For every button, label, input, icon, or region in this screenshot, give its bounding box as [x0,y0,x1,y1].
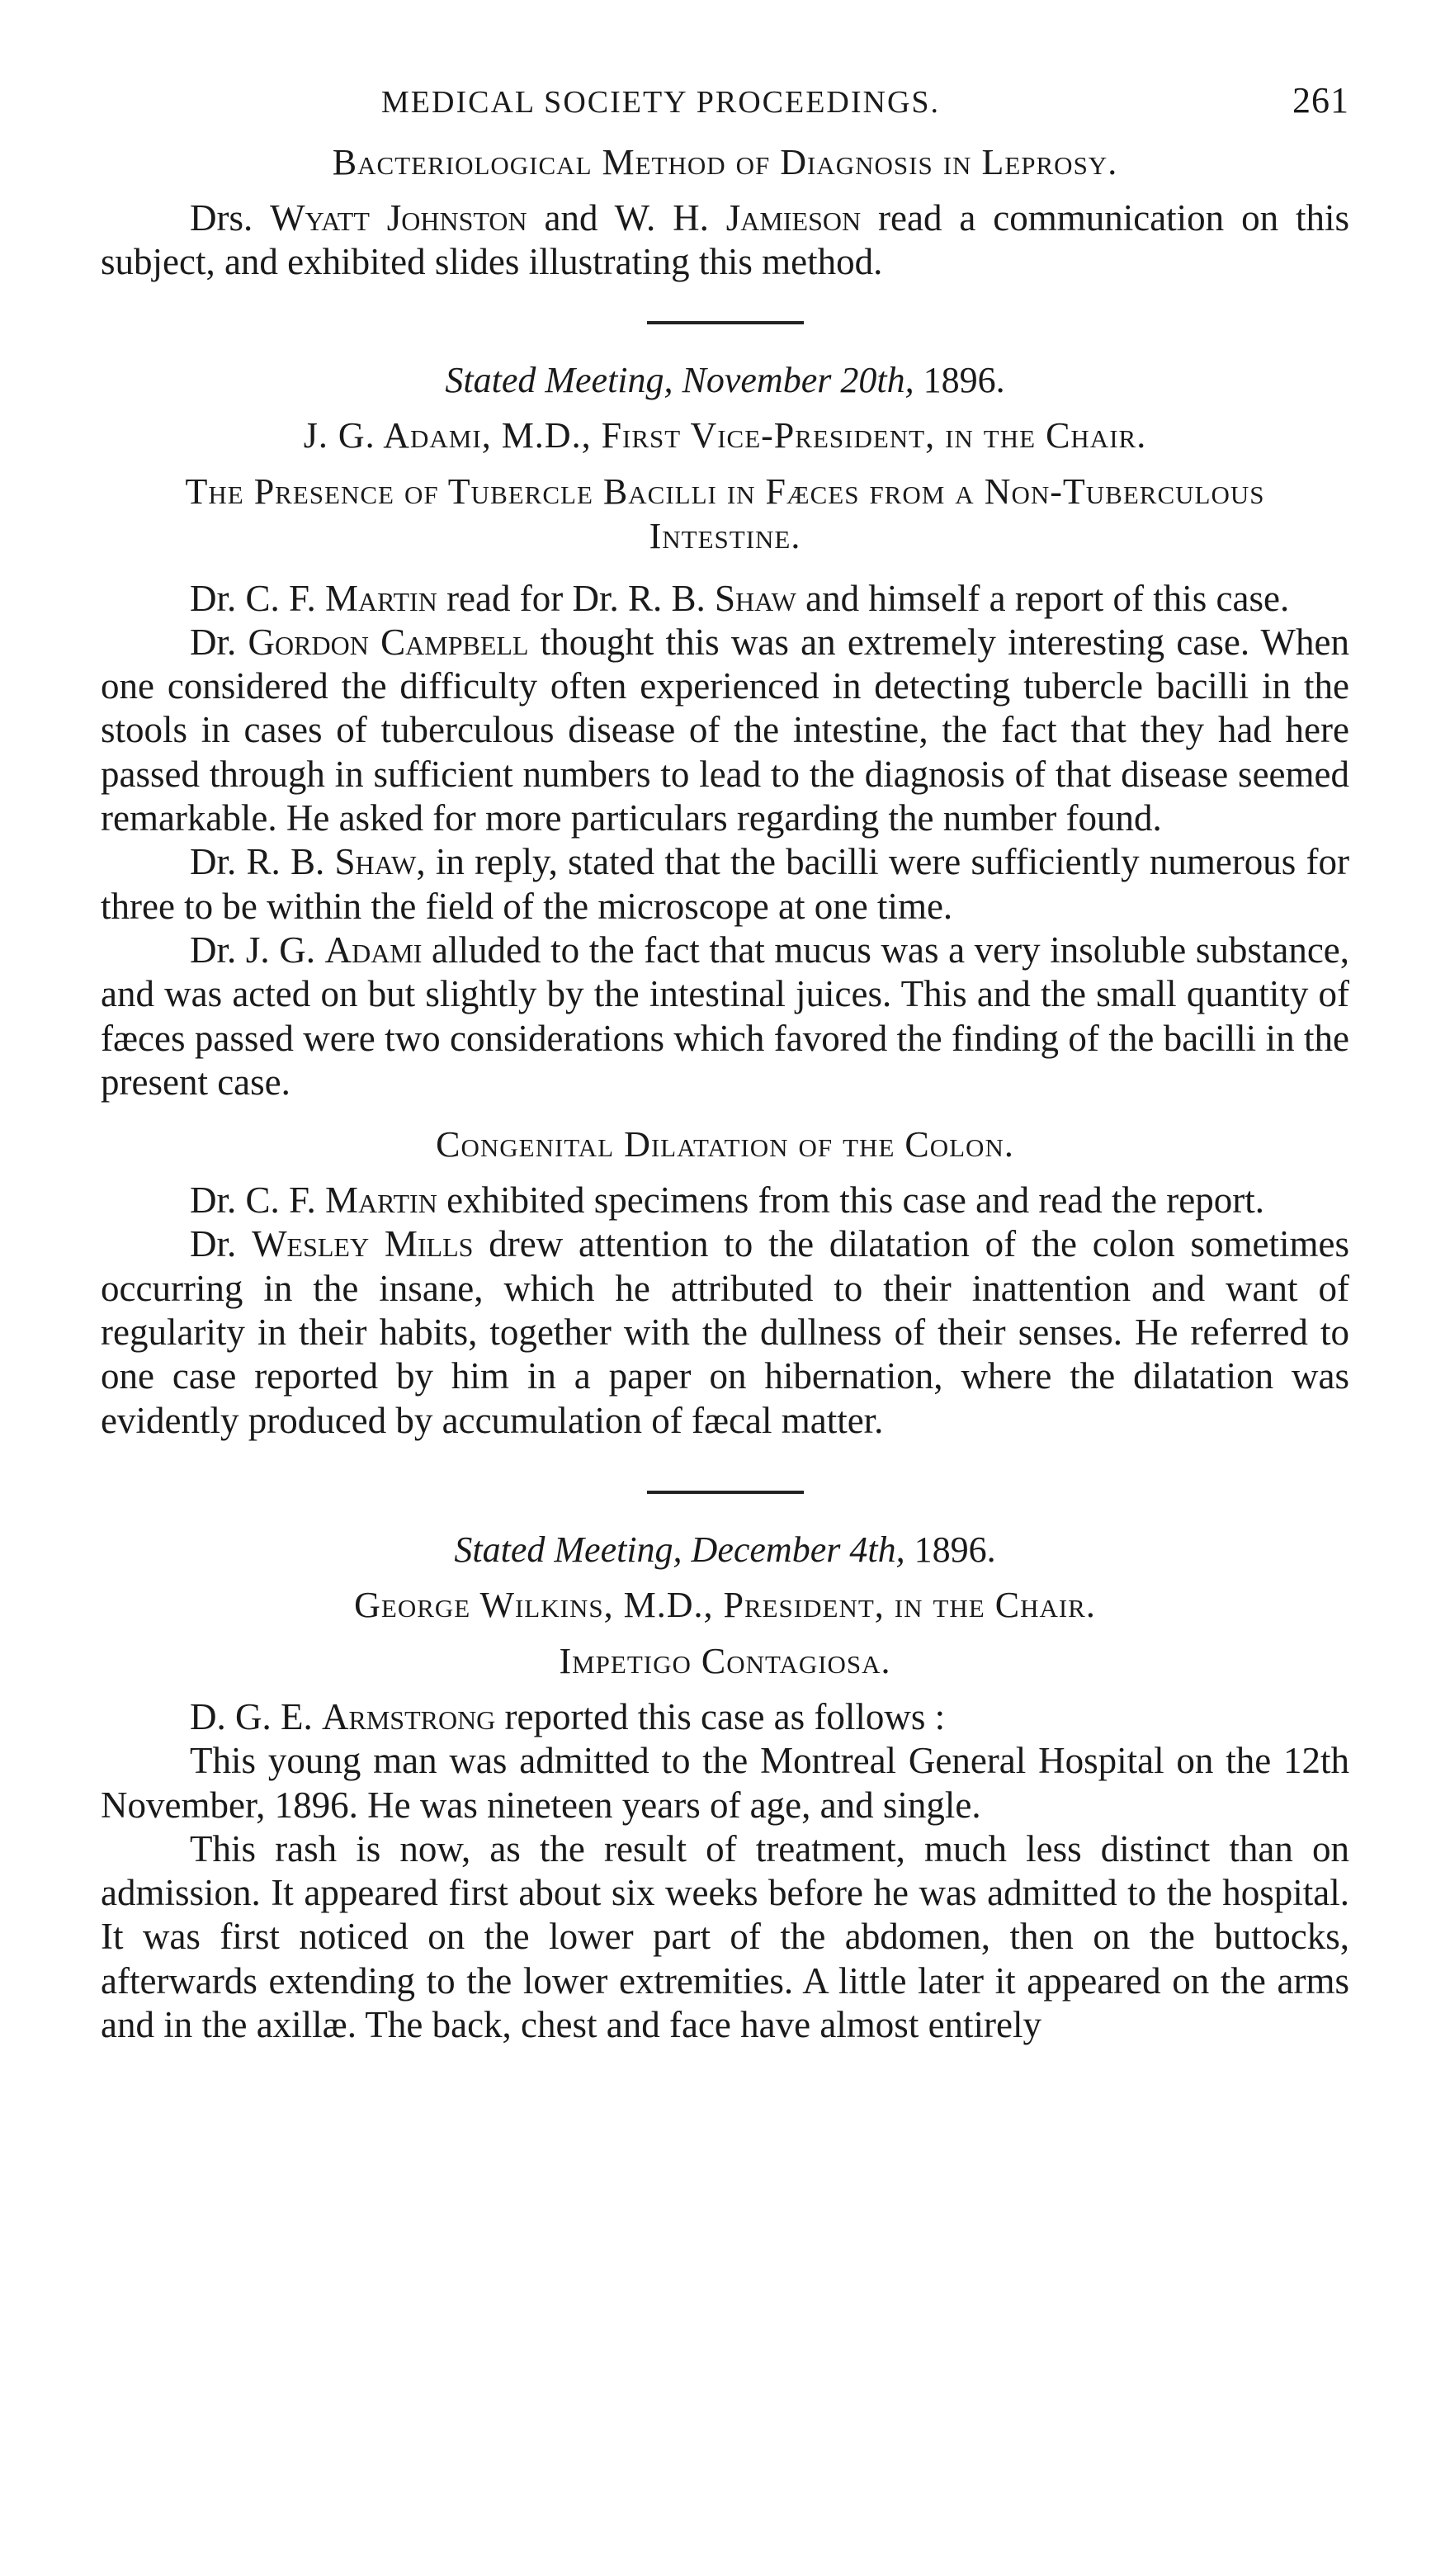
section-heading-impetigo: Impetigo Contagiosa. [559,1640,891,1681]
text-run: reported this case as follows : [504,1695,946,1737]
section-heading-colon: Congenital Dilatation of the Colon. [436,1124,1014,1165]
person-name: Wesley Mills [252,1223,474,1265]
text-run: exhibited specimens from this case and read the report. [446,1179,1264,1222]
paragraph-martin-specimens [101,1179,1349,1222]
text-run: Dr. C. F. [190,1179,316,1222]
running-title: MEDICAL SOCIETY PROCEEDINGS. [381,85,941,120]
paragraph-martin-report [101,577,1349,621]
paragraph-mills [101,1222,1349,1442]
section-heading-leprosy: Bacteriological Method of Diagnosis in Leprosy. [332,142,1118,182]
paragraph-admission: This young man was admitted to the Montreal General Hospital on the 12th November, 1896. He was nineteen years of age, and single. [101,1740,1349,1826]
meeting-title-dec [101,1527,1349,1573]
page-number: 261 [1292,80,1349,121]
text-run: alluded to the fact that mucus was a very insoluble substance, and was acted on but slightly by the intestinal juices. This and the small quantity of fæces passed were two considerations which favored the finding of the bacilli in the present case. [101,929,1350,1103]
person-name: Shaw [715,577,796,619]
meeting-title-nov [101,357,1349,404]
paragraph-rash: This rash is now, as the result of treatment, much less distinct than on admission. It appeared first about six weeks before he was admitted to the hospital. It was first noticed on the lower part of the abdomen, then on the buttocks, afterwards extending to the lower extremities. A little later it appeared on the arms and in the axillæ. The back, chest and face have almost entirely [101,1827,1349,2046]
section-heading-tubercle: The Presence of Tubercle Bacilli in Fæces from a Non-Tuberculous Intestine. [185,470,1265,556]
paragraph-leprosy [101,196,1349,285]
text-run: Dr. C. F. [190,577,316,619]
chair-line-nov: J. G. Adami, M.D., First Vice-President, in the Chair. [303,414,1147,456]
text-run: Dr. R. B. [190,841,325,883]
person-name: Jamieson [725,197,862,239]
text-run: in reply, stated that the bacilli were sufficiently numerous for three to be within the field of the microscope at one time. [101,841,1350,927]
meeting-date: Stated Meeting, December 4th, [454,1529,905,1570]
paragraph-adami [101,929,1349,1104]
person-name: Gordon Campbell [248,621,529,663]
meeting-year: 1896. [914,1529,996,1570]
text-run: Dr. [190,621,237,663]
person-name: Armstrong [321,1695,496,1737]
person-name: Wyatt Johnston [270,197,527,239]
text-run: read for Dr. R. B. [446,577,706,619]
meeting-year: 1896. [923,359,1005,400]
person-name: Martin [324,1179,437,1222]
text-run: drew attention to the dilatation of the colon sometimes occurring in the insane, which he attributed to their inattention and want of regularity in their habits, together with the dullness of their senses. He referred to one case reported by him in a paper on hibernation, where the dilatation was evidently produced by accumulation of fæcal matter. [101,1223,1349,1441]
text-run: Dr. J. G. [190,929,315,971]
text-run: read a communication on this subject, and exhibited slides illustrating this method. [101,197,1350,283]
person-name: Martin [324,577,437,619]
chair-line-dec: George Wilkins, M.D., President, in the Chair. [354,1584,1096,1625]
person-name: Shaw, [334,841,426,883]
text-run: Drs. [190,197,253,239]
text-run: and W. H. [544,197,709,239]
meeting-date: Stated Meeting, November 20th, [445,359,914,400]
text-run: Dr. [190,1223,237,1265]
paragraph-campbell [101,621,1349,840]
person-name: Adami [324,929,423,971]
text-run: thought this was an extremely interesting case. When one considered the difficulty often experienced in detecting tubercle bacilli in the stools in cases of tuberculous disease of the intestine, the fact that they had here passed through in sufficient numbers to lead to the diagnosis of that disease seemed remarkable. He asked for more particulars regarding the number found. [101,621,1349,839]
paragraph-shaw-reply [101,840,1349,929]
paragraph-armstrong [101,1695,1349,1739]
running-head [101,79,1349,129]
text-run: and himself a report of this case. [805,577,1290,619]
section-divider [647,321,804,324]
section-divider [647,1491,804,1494]
text-run: D. G. E. [190,1695,313,1737]
